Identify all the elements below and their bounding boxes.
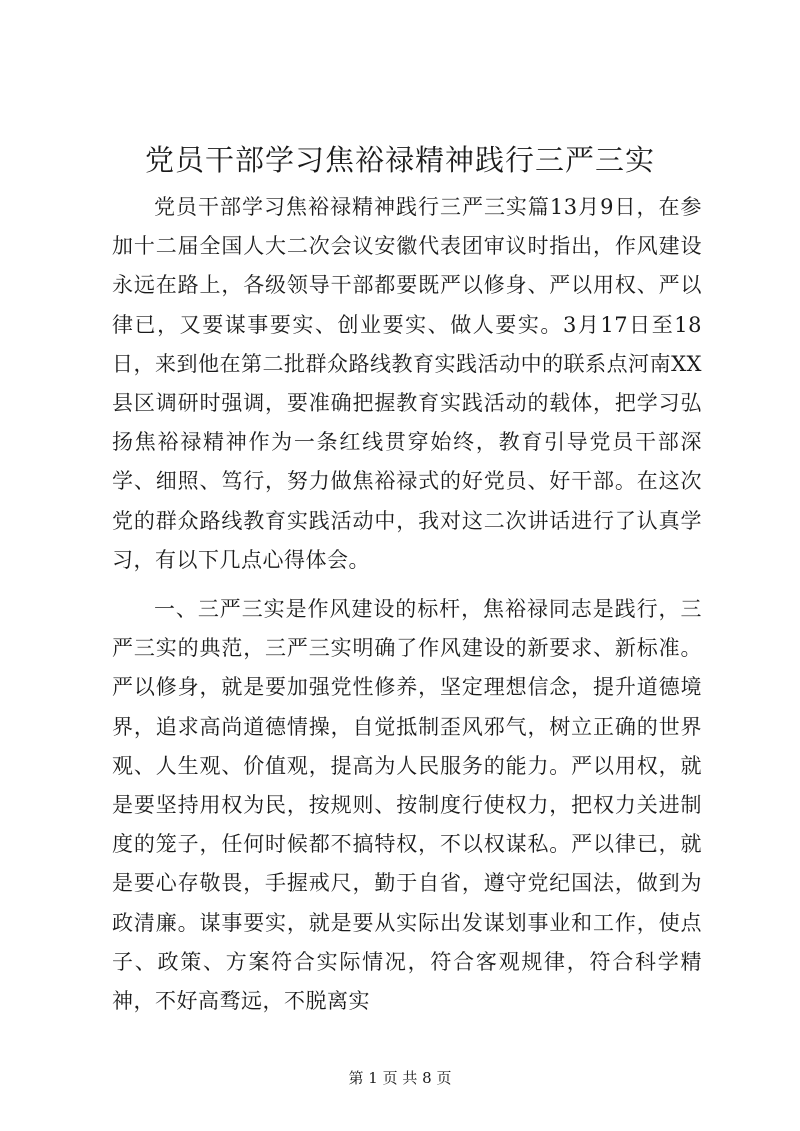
document-title: 党员干部学习焦裕禄精神践行三严三实 bbox=[144, 143, 655, 177]
document-body bbox=[112, 188, 702, 1031]
page-number-footer: 第 1 页 共 8 页 bbox=[348, 1069, 452, 1087]
paragraph-intro: 党员干部学习焦裕禄精神践行三严三实篇13月9日，在参加十二届全国人大二次会议安徽代表团审议时指出，作风建设永远在路上，各级领导干部都要既严以修身、严以用权、严以律已，又要谋事要实、创业要实、做人要实。3月17日至18日，来到他在第二批群众路线教育实践活动中的联系点河南XX县区调研时强调，要准确把握教育实践活动的载体，把学习弘扬焦裕禄精神作为一条红线贯穿始终，教育引导党员干部深学、细照、笃行，努力做焦裕禄式的好党员、好干部。在这次党的群众路线教育实践活动中，我对这二次讲话进行了认真学习，有以下几点心得体会。 bbox=[112, 195, 702, 572]
paragraph-section-one: 一、三严三实是作风建设的标杆，焦裕禄同志是践行，三严三实的典范，三严三实明确了作风建设的新要求、新标准。严以修身，就是要加强党性修养，坚定理想信念，提升道德境界，追求高尚道德情操，自觉抵制歪风邪气，树立正确的世界观、人生观、价值观，提高为人民服务的能力。严以用权，就是要坚持用权为民，按规则、按制度行使权力，把权力关进制度的笼子，任何时候都不搞特权，不以权谋私。严以律已，就是要心存敬畏，手握戒尺，勤于自省，遵守党纪国法，做到为政清廉。谋事要实，就是要从实际出发谋划事业和工作，使点子、政策、方案符合实际情况，符合客观规律，符合科学精神，不好高骛远，不脱离实 bbox=[112, 597, 702, 1014]
